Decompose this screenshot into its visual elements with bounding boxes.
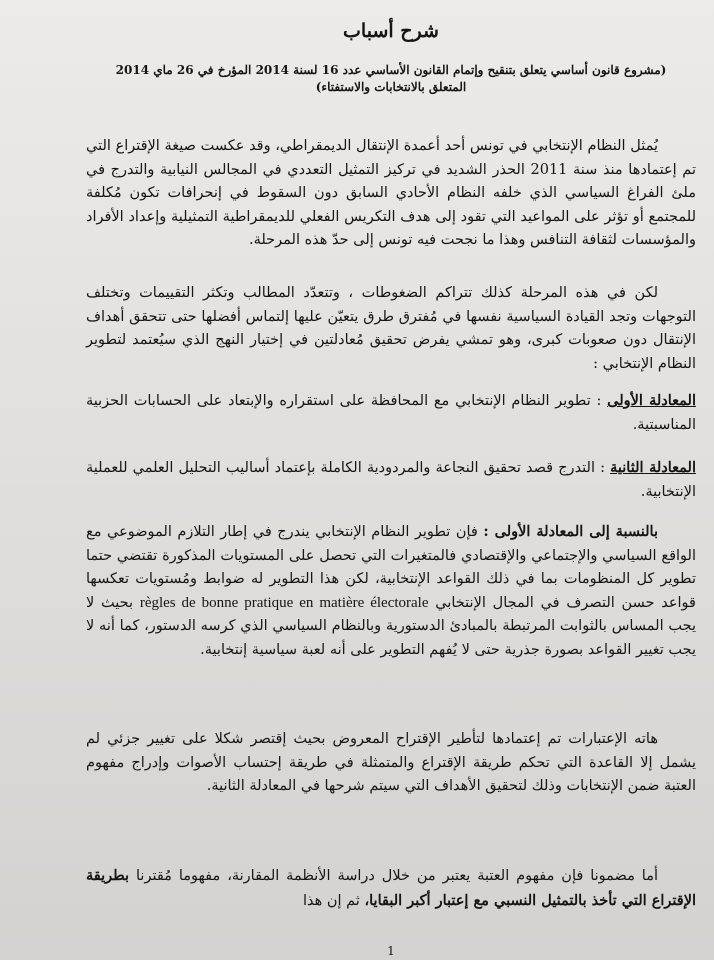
- paragraph-4-text: هاته الإعتبارات تم إعتمادها لتأطير الإقتراح المعروض بحيث إقتصر شكلا على تغيير جزئي لم يشمل إلا القاعدة التي تحكم طريقة الإقتراع والمتمثلة في طريقة إحتساب الأصوات وإدراج مفهوم العتبة ضمن الإنتخابات وذلك لتحقيق الأهداف التي سيتم شرحها في المعادلة الثانية.: [86, 731, 696, 794]
- paragraph-2-text: لكن في هذه المرحلة كذلك تتراكم الضغوطات ، وتتعدّد المطالب وتكثر التقييمات وتختلف التوجهات وتجد القيادة السياسية نفسها في مُفترق طرق يتعيّن عليها إلتماس أفضلها حتى تتحقق أهداف الإنتقال دون صعوبات كبرى، وهو تمشي يفرض تحقيق مُعادلتين في إختيار النهج الذي سيُعتمد لتطوير النظام الإنتخابي :: [86, 285, 696, 372]
- paragraph-1-text: يُمثل النظام الإنتخابي في تونس أحد أعمدة الإنتقال الديمقراطي، وقد عكست صيغة الإقتراع التي تم إعتمادها منذ سنة 2011 الحذر الشديد في تركيز التمثيل التعددي في المجالس النيابية والتدرج في ملئ الفراغ السياسي الذي خلفه النظام الأحادي السابق دون السقوط في إنحرافات تكون مُكلفة للمجتمع أو تؤثر على المواعيد التي تقود إلى هدف التكريس الفعلي للديمقراطية التمثيلية وإعداد الأفراد والمؤسسات لثقافة التنافس وهذا ما نجحت فيه تونس إلى حدّ هذه المرحلة.: [86, 138, 696, 248]
- paragraph-3-label: بالنسبة إلى المعادلة الأولى :: [483, 523, 658, 540]
- paragraph-3: [86, 520, 696, 662]
- equation-1-text: [86, 389, 696, 437]
- equation-2-body: : التدرج قصد تحقيق النجاعة والمردودية الكاملة بإعتماد أساليب التحليل العلمي للعملية الإنتخابية.: [86, 460, 696, 500]
- paragraph-3-text: [86, 520, 696, 662]
- subtitle-line-1: (مشروع قانون أساسي يتعلق بتنقيح وإتمام القانون الأساسي عدد 16 لسنة 2014 المؤرخ في 26 ماي 2014: [115, 63, 667, 77]
- equation-2: [86, 456, 696, 504]
- paragraph-3-body-end: بحيث لا يجب المساس بالثوابت المرتبطة بالمبادئ الدستورية وبالنظام السياسي الذي كرسه الدستور، كما أنه لا يجب تغيير القواعد بصورة جذرية حتى لا يُفهم التطوير على أنه لعبة سياسية إنتخابية.: [86, 594, 696, 658]
- paragraph-5-body-end: ثم إن هذا: [302, 892, 365, 909]
- paragraph-5: [86, 864, 696, 913]
- paragraph-3-body-start: فإن تطوير النظام الإنتخابي يندرج في إطار التلازم الموضوعي مع الواقع السياسي والإجتماعي والإقتصادي فالمتغيرات التي تحصل على المستويات المذكورة تقتضي حتما تطوير كل المنظومات بما في ذلك القواعد الإنتخابية، لكن هذا التطوير له ضوابط ومُستويات تعكسها قواعد حسن التصرف في المجال الإنتخابي: [86, 524, 696, 611]
- equation-2-label: المعادلة الثانية: [610, 459, 696, 476]
- paragraph-5-bold: بطريقة الإقتراع التي تأخذ بالتمثيل النسبي مع إعتبار أكبر البقايا،: [86, 867, 696, 909]
- equation-1: [86, 389, 696, 437]
- paragraph-1: [86, 135, 696, 253]
- paragraph-5-body-start: أما مضمونا فإن مفهوم العتبة يعتبر من خلال دراسة الأنظمة المقارنة، مفهوما مُقترنا: [129, 868, 658, 884]
- equation-1-label: المعادلة الأولى: [607, 392, 696, 409]
- page-number: 1: [387, 944, 395, 958]
- equation-1-body: : تطوير النظام الإنتخابي مع المحافظة على استقراره والإبتعاد على الحسابات الحزبية المناسبتية.: [86, 393, 696, 433]
- paragraph-5-text: [86, 864, 696, 913]
- document-page: [86, 0, 696, 960]
- french-phrase: règles de bonne pratique en matière électorale: [139, 594, 429, 611]
- document-title: شرح أسباب: [343, 20, 439, 42]
- paragraph-4: [86, 728, 696, 799]
- document-subtitle: [86, 62, 696, 96]
- subtitle-line-2: المتعلق بالانتخابات والاستفتاء): [315, 80, 467, 94]
- paragraph-2: [86, 282, 696, 376]
- equation-2-text: [86, 456, 696, 504]
